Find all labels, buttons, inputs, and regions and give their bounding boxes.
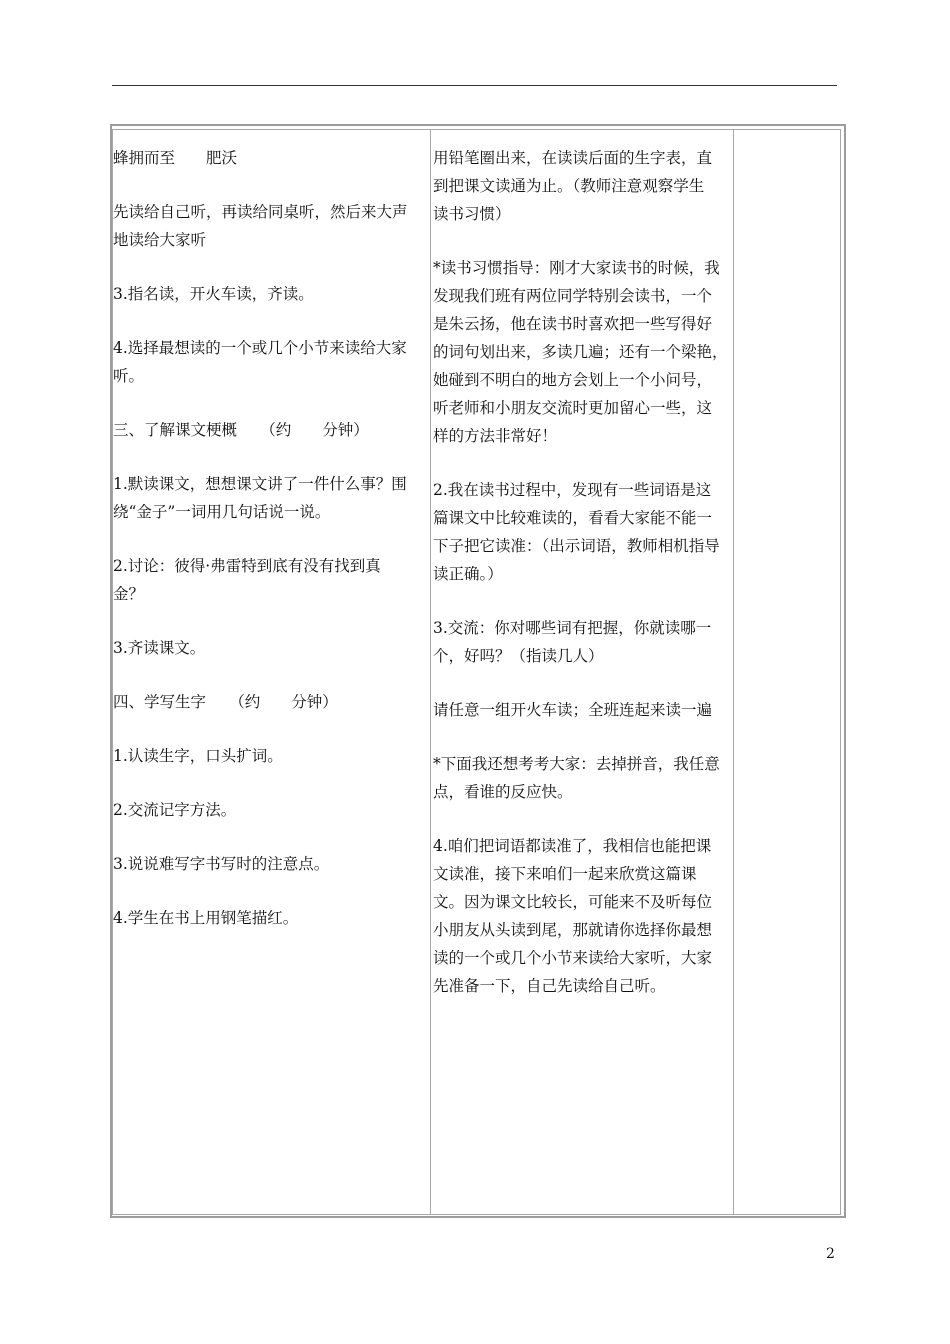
text-line: 听。 xyxy=(113,367,145,385)
text-line: 点，看谁的反应快。 xyxy=(433,783,573,801)
paragraph xyxy=(113,144,430,172)
text-line: 是朱云扬，他在读书时喜欢把一些写得好 xyxy=(433,315,713,333)
text-line: 的词句划出来，多读几遍；还有一个梁艳， xyxy=(433,343,728,361)
text-line: 3.交流：你对哪些词有把握，你就读哪一 xyxy=(433,619,712,637)
paragraph xyxy=(113,280,430,308)
text-line: 蜂拥而至 肥沃 xyxy=(113,149,238,167)
text-line: 个，好吗？（指读几人） xyxy=(433,647,604,665)
paragraph xyxy=(433,254,733,450)
text-line: 4.咱们把词语都读准了，我相信也能把课 xyxy=(433,837,712,855)
text-line: 4.选择最想读的一个或几个小节来读给大家 xyxy=(113,339,407,357)
paragraph xyxy=(113,334,430,390)
text-line: 3.指名读，开火车读，齐读。 xyxy=(113,285,314,303)
text-line: 下子把它读准：（出示词语，教师相机指导 xyxy=(433,537,720,555)
text-line: *读书习惯指导：刚才大家读书的时候，我 xyxy=(433,259,720,277)
text-line: 文。因为课文比较长，可能来不及听每位 xyxy=(433,893,713,911)
text-line: 听老师和小朋友交流时更加留心一些，这 xyxy=(433,399,713,417)
paragraph xyxy=(433,614,733,670)
text-line: 用铅笔圈出来，在读读后面的生字表，直 xyxy=(433,149,713,167)
page-number: 2 xyxy=(826,1246,835,1262)
text-line: 四、学写生字 （约 分钟） xyxy=(113,693,338,711)
text-line: 小朋友从头读到尾，那就请你选择你最想 xyxy=(433,921,713,939)
text-line: 先准备一下，自己先读给自己听。 xyxy=(433,977,666,995)
paragraph xyxy=(113,850,430,878)
paragraph xyxy=(113,634,430,662)
paragraph xyxy=(113,470,430,526)
text-line: 2.我在读书过程中，发现有一些词语是这 xyxy=(433,481,712,499)
text-line: 金？ xyxy=(113,585,145,603)
paragraph xyxy=(113,742,430,770)
text-line: 她碰到不明白的地方会划上一个小问号， xyxy=(433,371,713,389)
text-line: 请任意一组开火车读；全班连起来读一遍 xyxy=(433,701,713,719)
text-line: 文读准，接下来咱们一起来欣赏这篇课 xyxy=(433,865,697,883)
text-line: 样的方法非常好！ xyxy=(433,427,558,445)
paragraph xyxy=(433,696,733,724)
text-line: 绕“金子”一词用几句话说一说。 xyxy=(113,503,331,521)
text-line: 发现我们班有两位同学特别会读书，一个 xyxy=(433,287,713,305)
paragraph xyxy=(113,552,430,608)
text-line: 2.讨论：彼得·弗雷特到底有没有找到真 xyxy=(113,557,381,575)
text-line: 4.学生在书上用钢笔描红。 xyxy=(113,909,299,927)
text-line: 1.认读生字，口头扩词。 xyxy=(113,747,283,765)
paragraph xyxy=(433,144,733,228)
text-line: 读正确。） xyxy=(433,565,503,583)
paragraph xyxy=(113,796,430,824)
paragraph xyxy=(113,904,430,932)
middle-column xyxy=(433,144,733,1026)
paragraph xyxy=(433,832,733,1000)
text-line: 篇课文中比较难读的，看看大家能不能一 xyxy=(433,509,713,527)
text-line: 读的一个或几个小节来读给大家听，大家 xyxy=(433,949,713,967)
paragraph xyxy=(433,476,733,588)
text-line: *下面我还想考考大家：去掉拼音，我任意 xyxy=(433,755,720,773)
text-line: 先读给自己听，再读给同桌听，然后来大声 xyxy=(113,203,408,221)
text-line: 地读给大家听 xyxy=(113,231,207,249)
text-line: 2.交流记字方法。 xyxy=(113,801,237,819)
header-rule xyxy=(112,85,837,86)
section-heading xyxy=(113,688,430,716)
text-line: 3.说说难写字书写时的注意点。 xyxy=(113,855,330,873)
left-column xyxy=(113,144,430,958)
paragraph xyxy=(113,198,430,254)
text-line: 读书习惯） xyxy=(433,205,511,223)
paragraph xyxy=(433,750,733,806)
text-line: 1.默读课文，想想课文讲了一件什么事？围 xyxy=(113,475,407,493)
section-heading xyxy=(113,416,430,444)
text-line: 到把课文读通为止。（教师注意观察学生 xyxy=(433,177,705,195)
cell-right xyxy=(733,129,841,1215)
text-line: 3.齐读课文。 xyxy=(113,639,206,657)
text-line: 三、了解课文梗概 （约 分钟） xyxy=(113,421,369,439)
